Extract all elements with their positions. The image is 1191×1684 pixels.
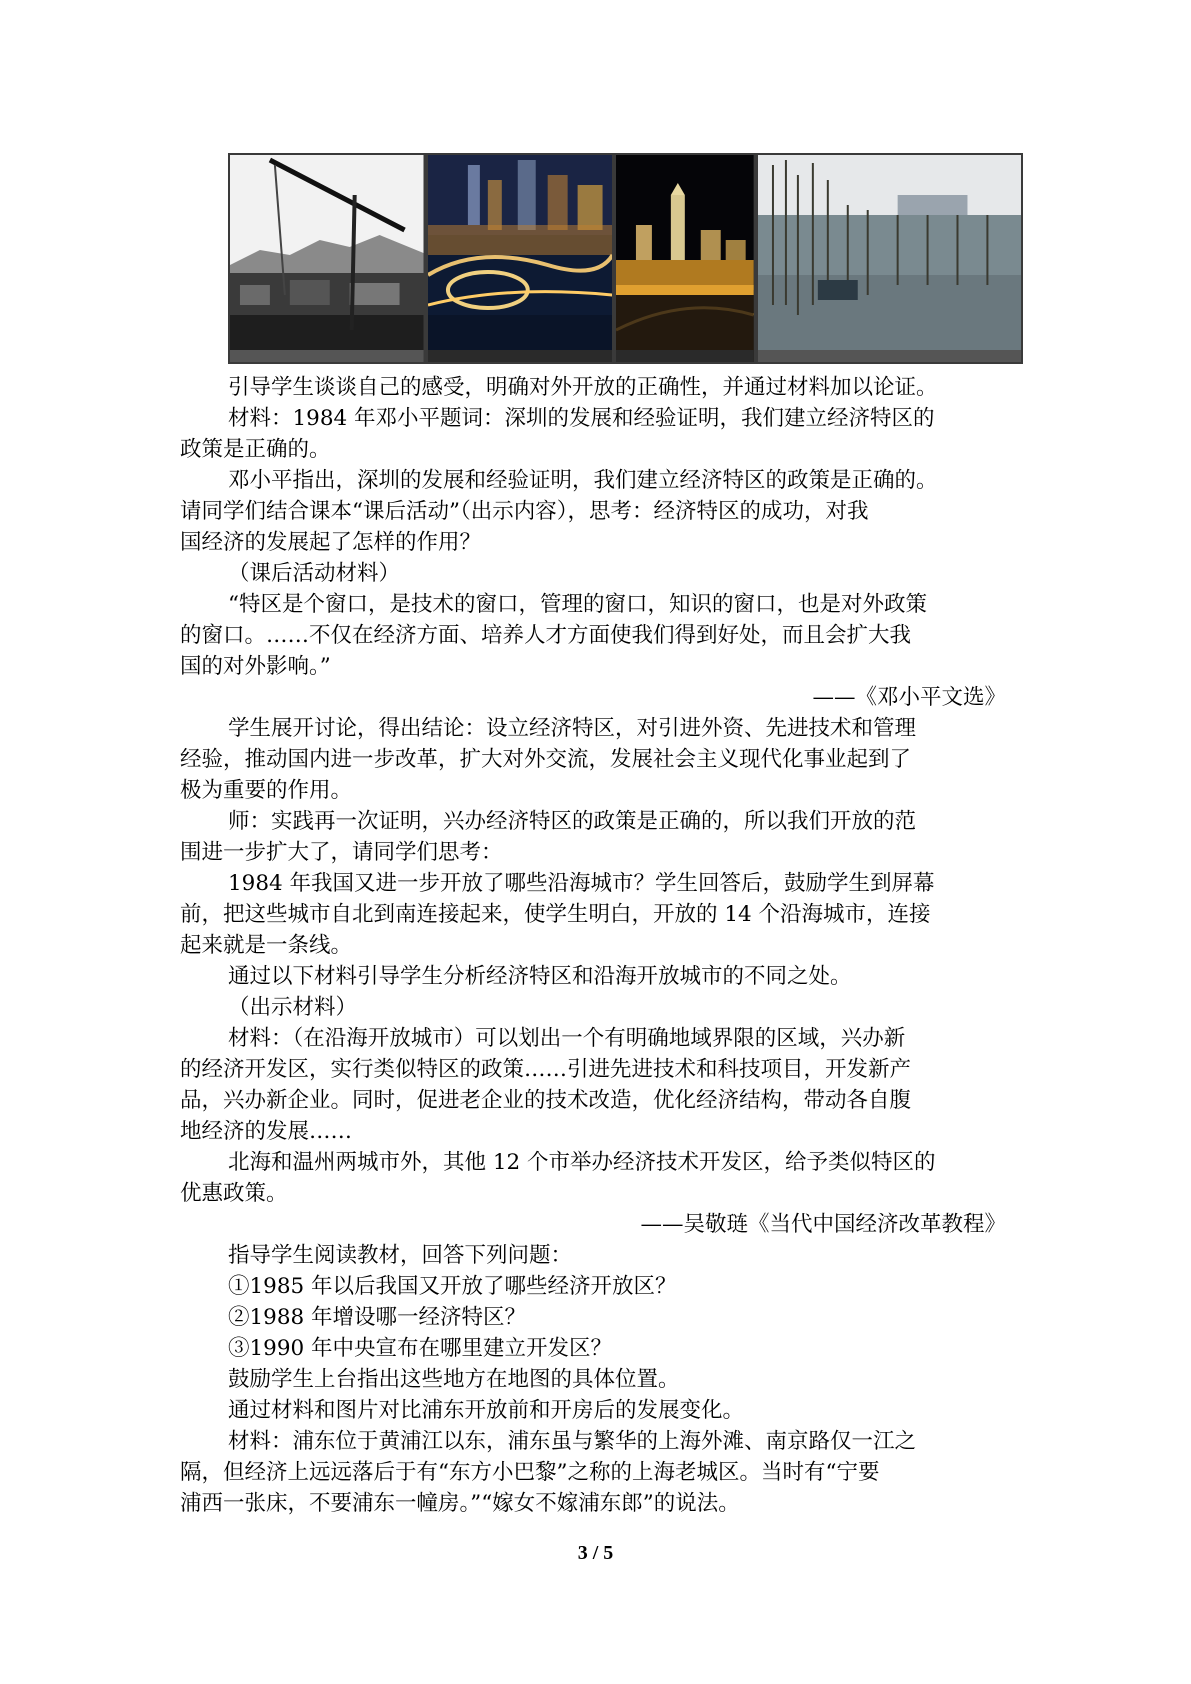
text-line: “特区是个窗口，是技术的窗口，管理的窗口，知识的窗口，也是对外政策 (228, 592, 927, 617)
text-line: 国经济的发展起了怎样的作用？ (180, 530, 482, 555)
text-line: 鼓励学生上台指出这些地方在地图的具体位置。 (228, 1367, 680, 1392)
text-line: 优惠政策。 (180, 1181, 288, 1206)
citation-line: ——吴敬琏《当代中国经济改革教程》 (640, 1212, 1006, 1237)
text-line: （出示材料） (228, 995, 358, 1020)
text-line: 政策是正确的。 (180, 437, 331, 462)
text-line: 起来就是一条线。 (180, 933, 353, 958)
photo-strip (228, 153, 1023, 364)
text-line: 的经济开发区，实行类似特区的政策……引进先进技术和科技项目，开发新产 (180, 1057, 912, 1082)
paragraph (180, 1302, 1020, 1333)
text-line: 围进一步扩大了，请同学们思考： (180, 840, 503, 865)
text-line: 1984 年我国又进一步开放了哪些沿海城市？学生回答后，鼓励学生到屏幕 (228, 871, 935, 896)
paragraph (180, 713, 1020, 806)
text-line: 请同学们结合课本“课后活动”（出示内容），思考：经济特区的成功，对我 (180, 499, 869, 524)
paragraph (180, 403, 1020, 465)
paragraph (180, 589, 1020, 682)
paragraph (180, 1209, 1020, 1240)
paragraph (180, 1333, 1020, 1364)
text-line: 前，把这些城市自北到南连接起来，使学生明白，开放的 14 个沿海城市，连接 (180, 902, 931, 927)
text-line: ②1988 年增设哪一经济特区？ (228, 1305, 527, 1330)
citation-line: ——《邓小平文选》 (812, 685, 1006, 710)
text-line: 指导学生阅读教材，回答下列问题： (228, 1243, 573, 1268)
text-line: 北海和温州两城市外，其他 12 个市举办经济技术开发区，给予类似特区的 (228, 1150, 936, 1175)
text-line: 国的对外影响。” (180, 654, 331, 679)
text-line: 经验，推动国内进一步改革，扩大对外交流，发展社会主义现代化事业起到了 (180, 747, 912, 772)
photo-night-interchange (428, 155, 613, 362)
text-line: 材料：1984 年邓小平题词：深圳的发展和经验证明，我们建立经济特区的 (228, 406, 935, 431)
text-line: 学生展开讨论，得出结论：设立经济特区，对引进外资、先进技术和管理 (228, 716, 917, 741)
paragraph (180, 1147, 1020, 1209)
paragraph (180, 1364, 1020, 1395)
text-line: 师：实践再一次证明，兴办经济特区的政策是正确的，所以我们开放的范 (228, 809, 917, 834)
text-line: 引导学生谈谈自己的感受，明确对外开放的正确性，并通过材料加以论证。 (228, 375, 938, 400)
body-text (180, 372, 1020, 1519)
text-line: 地经济的发展…… (180, 1119, 353, 1144)
text-line: 邓小平指出，深圳的发展和经验证明，我们建立经济特区的政策是正确的。 (228, 468, 938, 493)
text-line: 通过材料和图片对比浦东开放前和开房后的发展变化。 (228, 1398, 745, 1423)
text-line: （课后活动材料） (228, 561, 401, 586)
text-line: 材料：（在沿海开放城市）可以划出一个有明确地域界限的区域，兴办新 (228, 1026, 906, 1051)
text-line: ③1990 年中央宣布在哪里建立开发区？ (228, 1336, 613, 1361)
photo-night-skyline (616, 155, 754, 362)
paragraph (180, 1023, 1020, 1147)
paragraph (180, 1395, 1020, 1426)
text-line: 浦西一张床，不要浦东一幢房。”“嫁女不嫁浦东郎”的说法。 (180, 1491, 740, 1516)
paragraph (180, 1240, 1020, 1271)
paragraph (180, 1426, 1020, 1519)
text-line: 通过以下材料引导学生分析经济特区和沿海开放城市的不同之处。 (228, 964, 852, 989)
paragraph (180, 992, 1020, 1023)
paragraph (180, 961, 1020, 992)
paragraph (180, 682, 1020, 713)
photo-fishing-village (758, 155, 1021, 362)
text-line: 的窗口。……不仅在经济方面、培养人才方面使我们得到好处，而且会扩大我 (180, 623, 912, 648)
page-number: 3 / 5 (577, 1542, 614, 1564)
text-line: 品，兴办新企业。同时，促进老企业的技术改造，优化经济结构，带动各自腹 (180, 1088, 912, 1113)
paragraph (180, 806, 1020, 868)
paragraph (180, 868, 1020, 961)
paragraph (180, 465, 1020, 558)
text-line: 隔，但经济上远远落后于有“东方小巴黎”之称的上海老城区。当时有“宁要 (180, 1460, 880, 1485)
text-line: 极为重要的作用。 (180, 778, 353, 803)
text-line: 材料：浦东位于黄浦江以东，浦东虽与繁华的上海外滩、南京路仅一江之 (228, 1429, 917, 1454)
paragraph (180, 558, 1020, 589)
paragraph (180, 372, 1020, 403)
text-line: ①1985 年以后我国又开放了哪些经济开放区？ (228, 1274, 677, 1299)
photo-old-shenzhen (230, 155, 424, 362)
paragraph (180, 1271, 1020, 1302)
